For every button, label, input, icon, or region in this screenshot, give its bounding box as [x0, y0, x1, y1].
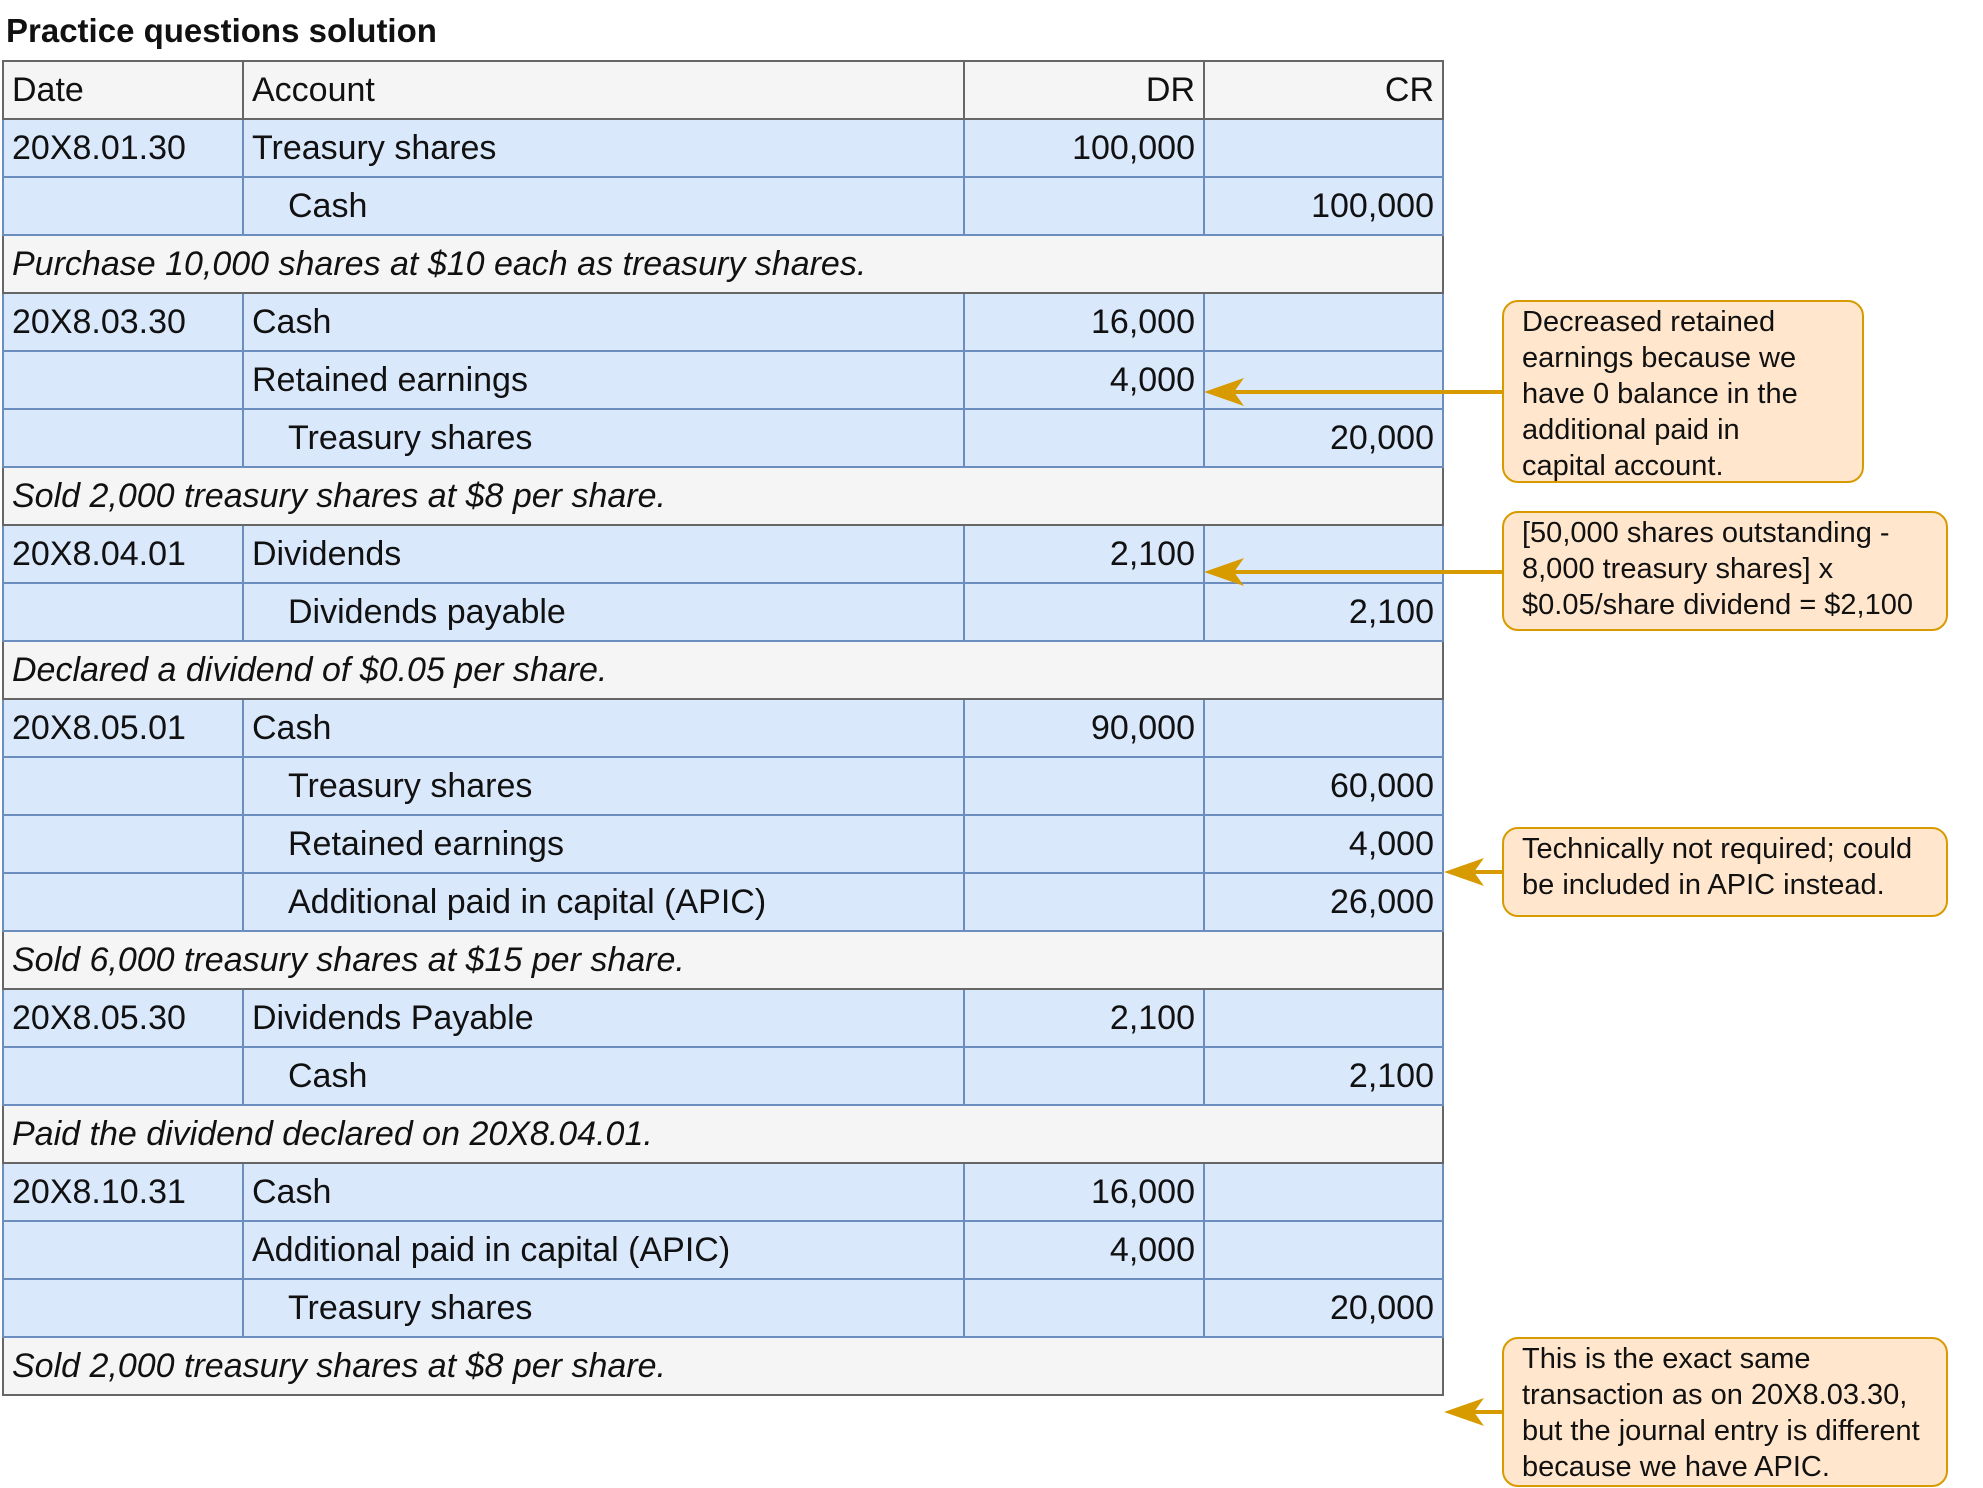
entry-credit: 2,100 [1204, 583, 1443, 641]
entry-account: Additional paid in capital (APIC) [243, 1221, 964, 1279]
note-line: additional paid in [1522, 414, 1740, 446]
entry-debit: 4,000 [964, 351, 1204, 409]
column-header-cr: CR [1204, 61, 1443, 119]
note-line: Decreased retained [1522, 306, 1776, 338]
note-line: 8,000 treasury shares] x [1522, 553, 1834, 585]
entry-debit: 90,000 [964, 699, 1204, 757]
note-line: This is the exact same [1522, 1343, 1811, 1375]
note-line: capital account. [1522, 450, 1724, 482]
entry-date: 20X8.04.01 [3, 525, 243, 583]
entry-account: Treasury shares [243, 1279, 964, 1337]
entry-account: Cash [243, 177, 964, 235]
entry-date: 20X8.01.30 [3, 119, 243, 177]
arrow-dividend-calc [1204, 558, 1502, 586]
entry-debit: 4,000 [964, 1221, 1204, 1279]
entry-credit: 20,000 [1204, 409, 1443, 467]
entry-debit: 16,000 [964, 1163, 1204, 1221]
note-line: be included in APIC instead. [1522, 869, 1885, 901]
column-header-account: Account [243, 61, 964, 119]
note-line: $0.05/share dividend = $2,100 [1522, 589, 1914, 621]
entry-account: Treasury shares [243, 757, 964, 815]
column-header-dr: DR [964, 61, 1204, 119]
column-header-date: Date [3, 61, 243, 119]
note-line: Technically not required; could [1522, 833, 1913, 865]
entry-date: 20X8.03.30 [3, 293, 243, 351]
entry-account: Cash [243, 699, 964, 757]
entry-account: Treasury shares [243, 409, 964, 467]
entry-debit: 2,100 [964, 989, 1204, 1047]
entry-credit: 26,000 [1204, 873, 1443, 931]
note-line: [50,000 shares outstanding - [1522, 517, 1890, 549]
note-line: but the journal entry is different [1522, 1415, 1920, 1447]
entry-account: Cash [243, 1163, 964, 1221]
entry-account: Dividends Payable [243, 989, 964, 1047]
note-line: earnings because we [1522, 342, 1797, 374]
note-line: have 0 balance in the [1522, 378, 1798, 410]
entry-account: Additional paid in capital (APIC) [243, 873, 964, 931]
entry-account: Retained earnings [243, 351, 964, 409]
entry-credit: 2,100 [1204, 1047, 1443, 1105]
entry-date: 20X8.10.31 [3, 1163, 243, 1221]
entry-debit: 16,000 [964, 293, 1204, 351]
arrow-retained-earnings [1204, 378, 1502, 406]
entry-description: Sold 6,000 treasury shares at $15 per share. [3, 931, 1443, 989]
entry-credit: 20,000 [1204, 1279, 1443, 1337]
entry-account: Dividends [243, 525, 964, 583]
note-line: transaction as on 20X8.03.30, [1522, 1379, 1908, 1411]
entry-account: Treasury shares [243, 119, 964, 177]
entry-account: Dividends payable [243, 583, 964, 641]
note-line: because we have APIC. [1522, 1451, 1830, 1483]
entry-account: Cash [243, 293, 964, 351]
arrow-same-transaction [1444, 1398, 1502, 1426]
entry-description: Paid the dividend declared on 20X8.04.01. [3, 1105, 1443, 1163]
entry-description: Sold 2,000 treasury shares at $8 per share. [3, 467, 1443, 525]
entry-description: Declared a dividend of $0.05 per share. [3, 641, 1443, 699]
entry-credit: 4,000 [1204, 815, 1443, 873]
entry-description: Sold 2,000 treasury shares at $8 per share. [3, 1337, 1443, 1395]
entry-credit: 100,000 [1204, 177, 1443, 235]
arrow-not-required [1444, 858, 1502, 886]
entry-description: Purchase 10,000 shares at $10 each as treasury shares. [3, 235, 1443, 293]
entry-debit: 2,100 [964, 525, 1204, 583]
entry-credit: 60,000 [1204, 757, 1443, 815]
page-title: Practice questions solution [6, 12, 437, 49]
entry-debit: 100,000 [964, 119, 1204, 177]
entry-date: 20X8.05.01 [3, 699, 243, 757]
entry-account: Retained earnings [243, 815, 964, 873]
entry-account: Cash [243, 1047, 964, 1105]
entry-date: 20X8.05.30 [3, 989, 243, 1047]
